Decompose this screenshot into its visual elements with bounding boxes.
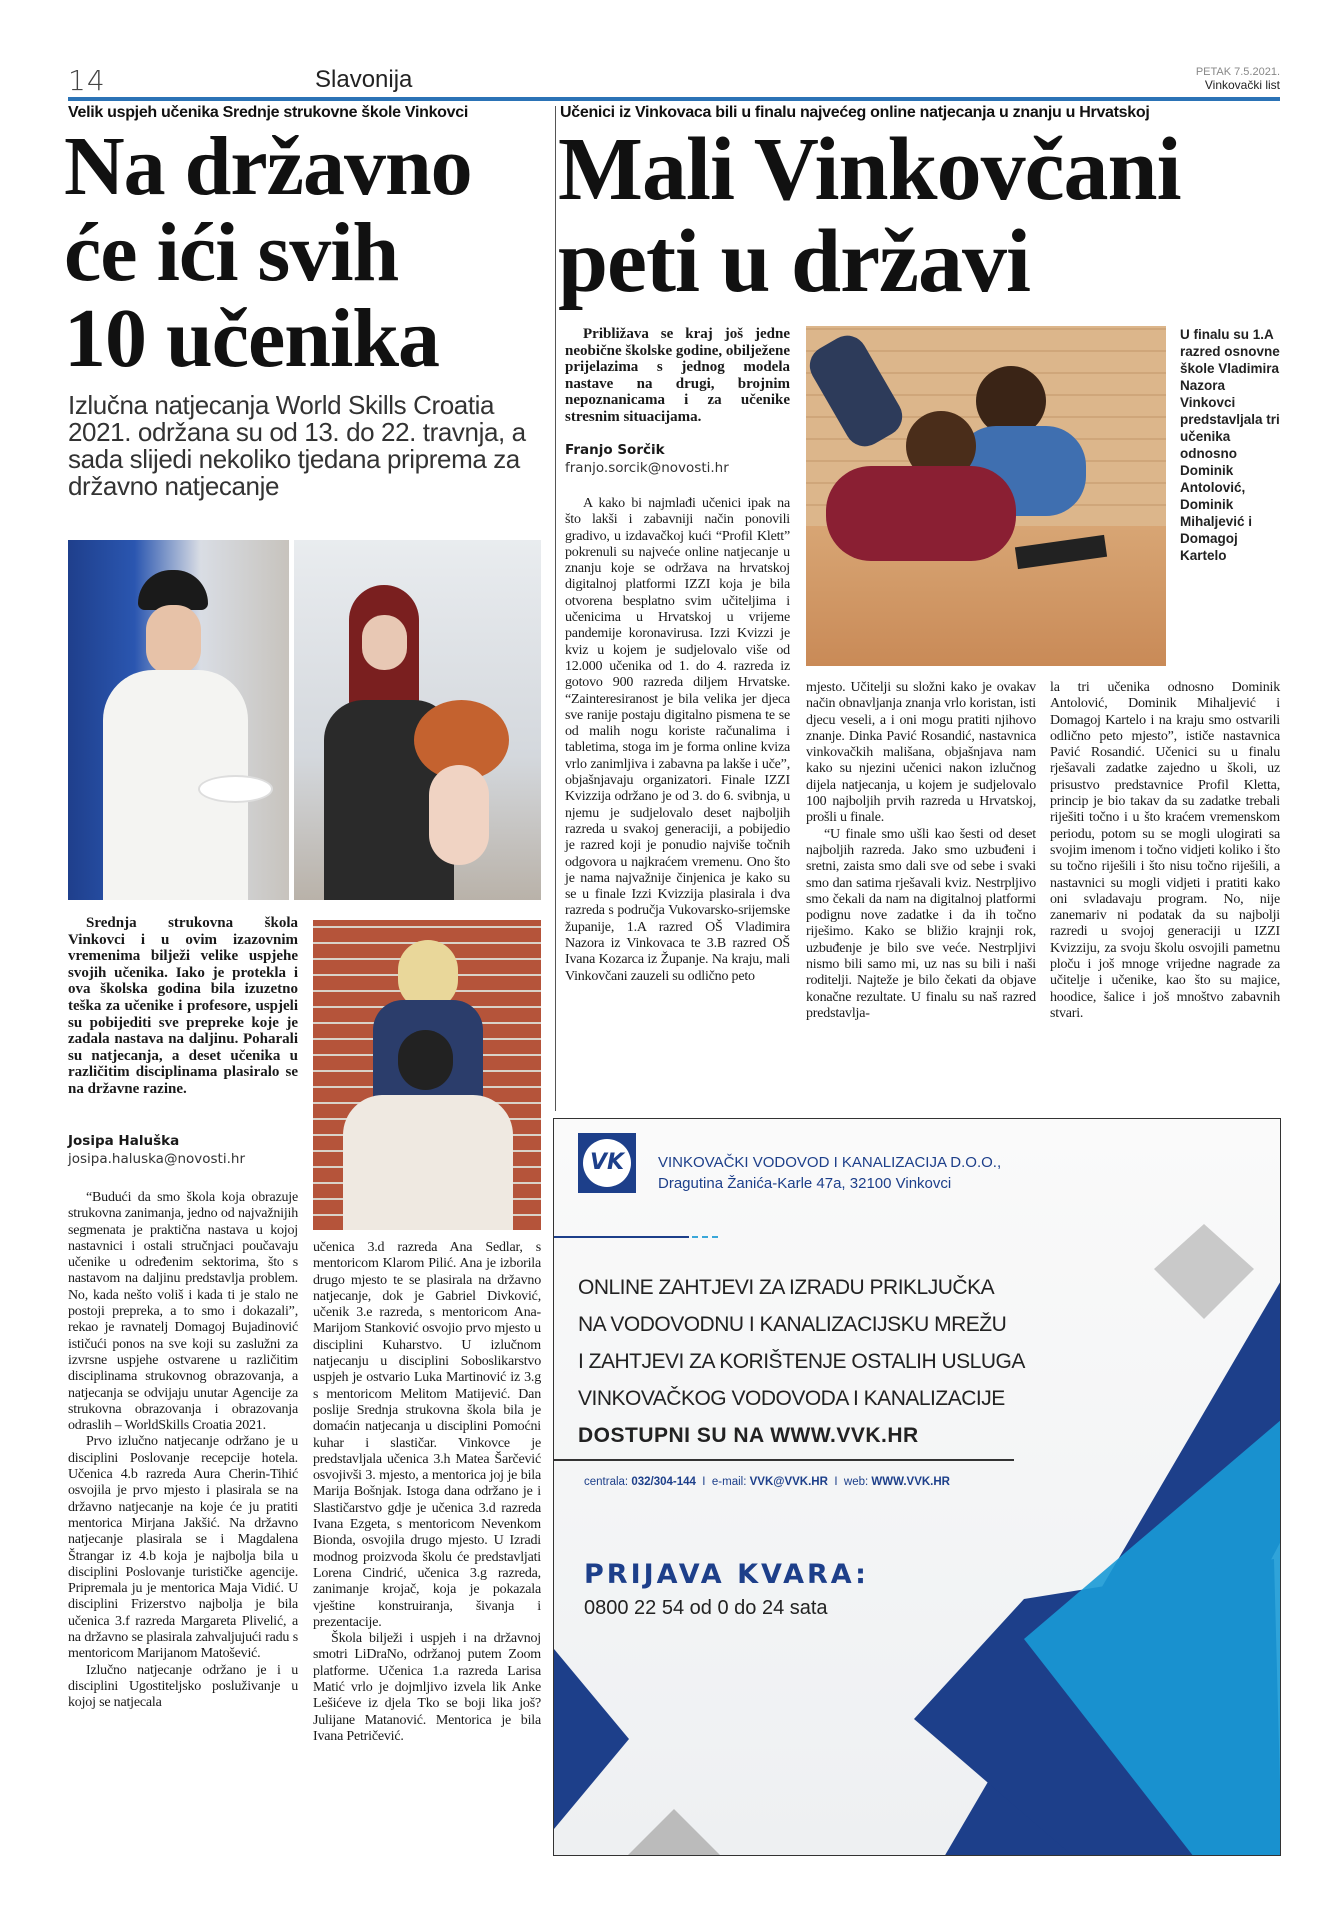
web-link[interactable]: WWW.VVK.HR: [871, 1476, 950, 1488]
article2-headline: [558, 120, 1288, 311]
web-label: web:: [843, 1476, 869, 1488]
article2-kicker: Učenici iz Vinkovaca bili u finalu najvećeg online natjecanja u znanju u Hrvatskoj: [560, 104, 1150, 121]
photo-chef: [68, 540, 289, 900]
photo-hairdresser: [294, 540, 541, 900]
article1-kicker: Velik uspjeh učenika Srednje strukovne škole Vinkovci: [68, 104, 468, 121]
article1-lead: Srednja strukovna škola Vinkovci i u ovim izazovnim vremenima bilježi velike uspjehe svojih učenika. Iako je protekla i ova školska godina bila izuzetno teška za učenike i profesore, uspjeli su pobijediti sve prepreke koje je zadala nastava na daljinu. Poharali su natjecanja, a deset učenika u različitim disciplinama plasiralo se na državne razine.: [68, 915, 298, 1097]
photo-kids-tablet: [806, 326, 1166, 666]
paper-name: Vinkovački list: [1204, 78, 1280, 92]
headline-line: Na državno: [64, 120, 472, 213]
article2-lead: Približava se kraj još jedne neobične školske godine, obilježene prijelazima s jednog modela nastave na drugi, brojnim nepoznanicama i za učenike stresnim situacijama.: [565, 326, 791, 425]
page-number: 14: [68, 64, 106, 97]
logo-text: VK: [583, 1139, 631, 1187]
ad-rule: [554, 1459, 1014, 1461]
ad-company: VINKOVAČKI VODOVOD I KANALIZACIJA D.O.O.,: [658, 1154, 1002, 1171]
ad-line: ONLINE ZAHTJEVI ZA IZRADU PRIKLJUČKA: [578, 1276, 995, 1299]
article1-byline: [68, 1133, 298, 1167]
author-name: Franjo Sorčik: [565, 442, 665, 458]
separator: I: [834, 1476, 838, 1488]
author-email[interactable]: josipa.haluska@novosti.hr: [68, 1151, 245, 1167]
headline-line: peti u državi: [558, 212, 1030, 311]
paragraph: Škola bilježi i uspjeh i na državnoj smotri LiDraNo, održanoj putem Zoom platforme. Učenica 1.a razreda Larisa Matić vrlo je dojmljivo izvela lik Anke Lešićeve iz djela Tko se boji lika još? Julijane Matanović. Mentorica je bila Ivana Petričević.: [313, 1631, 541, 1744]
article2-byline: [565, 442, 790, 476]
ad-divider: [554, 1236, 689, 1238]
separator: I: [702, 1476, 706, 1488]
headline-line: Mali Vinkovčani: [558, 120, 1181, 219]
ad-divider-dashes: [692, 1236, 718, 1238]
article1-headline: [64, 120, 554, 385]
article1-column-2: [313, 1240, 541, 1745]
paragraph: “U finale smo ušli kao šesti od deset najboljih razreda. Jako smo uzbuđeni i sretni, zaista smo dali sve od sebe i svaki smo dan satima rješavali kviz. Nestrpljivo smo čekali da nam na digitalnoj platformi podignu nove zadatke i da ih točno riješimo. Kako se bližio krajnji rok, uzbuđenje je bilo sve veće. Nestrpljivi nismo bili samo mi, uz nas su bili i naši roditelji. Najteže je bilo čekati da objave konačne rezultate. U finalu su naš razred predstavlja-: [806, 826, 1036, 1021]
headline-line: će ići svih: [64, 206, 399, 299]
ad-fault-phone[interactable]: 0800 22 54 od 0 do 24 sata: [584, 1597, 828, 1619]
issue-info: [1196, 66, 1280, 93]
ad-service-text: [578, 1269, 1025, 1454]
photo-students: [313, 920, 541, 1230]
ad-highlight[interactable]: DOSTUPNI SU NA WWW.VVK.HR: [578, 1424, 919, 1447]
ad-contact: [584, 1476, 950, 1488]
headline-line: 10 učenika: [64, 292, 440, 385]
ad-line: NA VODOVODNU I KANALIZACIJSKU MREŽU: [578, 1313, 1007, 1336]
paragraph: mjesto. Učitelji su složni kako je ovakav način obnavljanja znanja vrlo koristan, isti djecu veseli, a i oni mogu pratiti njihovo znanje. Dinka Pavić Rosandić, nastavnica vinkovačkih mališana, objašnjava nam kako su njezini učenici nakon izlučnog dijela natjecanja, u kojem je sudjelovalo 100 najboljih prvih razreda u Hrvatskoj, prošli u finale.: [806, 680, 1036, 826]
article2-column-1: [565, 496, 790, 985]
author-email[interactable]: franjo.sorcik@novosti.hr: [565, 460, 729, 476]
ad-line: VINKOVAČKOG VODOVODA I KANALIZACIJE: [578, 1387, 1005, 1410]
paragraph: Prvo izlučno natjecanje održano je u disciplini Poslovanje recepcije hotela. Učenica 4.b razreda Aura Cherin-Tihić osvojila je prvo mjesto i plasirala se na državno natjecanje na koje će ju pratiti mentorica Mirjana Jakšić. Na državno natjecanje plasirala se i Magdalena Štrangar iz 4.b koja je najbolja bila u disciplini Poslovanje turističke agencije. Pripremala ju je mentorica Maja Vidić. U disciplini Frizerstvo najbolja je bila učenica 3.f razreda Margareta Plivelić, a na državno se plasirala zahvaljujući radu s mentoricom Marijanom Matošević.: [68, 1434, 298, 1662]
ad-address: Dragutina Žanića-Karle 47a, 32100 Vinkovci: [658, 1175, 952, 1192]
paragraph: la tri učenika odnosno Dominik Antolović, Dominik Mihaljević i Domagoj Kartelo i na kraju smo ostvarili odlično peto mjesto”, ističe nastavnica Pavić Rosandić. Učenici su u finalu rješavali zadatke zajedno u školi, uz prisustvo predstavnice Profil Kletta, princip je bio takav da su zadatke trebali riješiti točno i u što kraćem vremenskom periodu, potom su se mogli ulogirati sa svojim imenom i točno vidjeti koliko i što su točno riješili i što nisu točno riješili, a nastavnici su mogli vidjeti i pratiti kako oni svladavaju program. No, nije zanemariv ni podatak da su najbolji razredi u svojoj generaciji u IZZI Kvizziju, za svoju školu osvojili pametnu ploču i još mnoge vrijedne nagrade za učitelje i učenike, kao što su majice, hoodice, šalice i još mnoštvo zabavnih stvari.: [1050, 680, 1280, 1021]
paragraph: A kako bi najmlađi učenici ipak na što lakši i zabavniji način ponovili gradivo, u izdavačkoj kući “Profil Klett” pokrenuli su najveće online natjecanje u znanju koje se održava na hrvatskoj digitalnoj platformi IZZI koja je bila otvorena besplatno svim učiteljima i učenicima u Hrvatskoj u vrijeme pandemije koronavirusa. Izzi Kvizzi je kviz u kojem je sudjelovalo više od 12.000 učenika od 1. do 4. razreda iz gotovo 900 razreda diljem Hrvatske. “Zainteresiranost je bila velika jer djeca sve ranije postaju digitalno pismena te se od malih nogu koriste računalima i tabletima, stoga im je forma online kviza vrlo zanimljiva i zabavna pa lakše i uče”, objašnjavaju organizatori. Finale IZZI Kvizzija održano je od 3. do 6. svibnja, u njemu je sudjelovalo deset najboljih razreda u svakoj generaciji, a pobijedio je razred koji je ponudio najviše točnih odgovora u najkraćem vremenu. Ono što je nama najvažnije činjenica je kako su se u finale Izzi Kvizzija plasirala i dva razreda s područja Vukovarsko-srijemske županije, 1.A razred OŠ Vladimira Nazora iz Vinkovaca te 3.B razred OŠ Ivana Kozarca iz Županje. Na kraju, mali Vinkovčani zauzeli su odlično peto: [565, 496, 790, 984]
vvk-logo: [578, 1133, 636, 1193]
paragraph: “Budući da smo škola koja obrazuje strukovna zanimanja, jedno od najvažnijih segmenata je praktična nastava u kojoj nastavnici i ostali stručnjaci poučavaju učenike u određenim sektorima, što s nastavom na daljinu predstavlja problem. No, kada nešto voliš i kada ti je stalo ne postoji prepreka, a to smo i dokazali”, rekao je ravnatelj Domagoj Bujadinović ističući ponos na sve koji su zaslužni za izvrsne uspjehe ostvarene u različitim disciplinama strukovnog obrazovanja, a natjecanja se odvijaju unutar Agencije za strukovna obrazovanja i obrazovanja odraslih – WorldSkills Croatia 2021.: [68, 1190, 298, 1434]
phone-number[interactable]: 032/304-144: [631, 1476, 696, 1488]
article1-column-1: [68, 1190, 298, 1712]
paragraph: Izlučno natjecanje održano je i u disciplini Ugostiteljsko posluživanje u kojoj se natjecala: [68, 1662, 298, 1711]
phone-label: centrala:: [584, 1476, 629, 1488]
email-link[interactable]: VVK@VVK.HR: [749, 1476, 828, 1488]
paragraph: učenica 3.d razreda Ana Sedlar, s mentoricom Klarom Pilić. Ana je izborila drugo mjesto te se plasirala na državno natjecanje, dok je Gabriel Divković, učenik 3.e razreda, s mentoricom Ana-Marijom Stanković osvojio prvo mjesto u disciplini Kuharstvo. U izlučnom natjecanju u disciplini Soboslikarstvo uspjeh je ostvario Luka Martinović iz 3.g s mentoricom Melitom Matijević. Dan poslije Srednja strukovna škola bila je domaćin natjecanja u disciplini Pomoćni kuhar i slastičar. Vinkovce je predstavljala učenica 3.h Matea Šarčević osvojivši 3. mjesto, a mentorica joj je bila Marija Bošnjak. Istoga dana održano je i Slastičarstvo gdje je učenica 3.d razreda Ivana Ezgeta, s mentoricom Nevenkom Bionda, osvojila drugo mjesto. U Izradi modnog proizvoda školu će predstavljati Lorena Cindrić, učenica 3.g razreda, zanimanje krojač, koja je pokazala vještine konstruiranja, šivanja i prezentacije.: [313, 1240, 541, 1630]
advertisement-vvk[interactable]: [553, 1118, 1281, 1856]
photo-caption: U finalu su 1.A razred osnovne škole Vladimira Nazora Vinkovci predstavljala tri učenika odnosno Dominik Antolović, Dominik Mihaljević i Domagoj Kartelo: [1180, 327, 1280, 563]
ad-line: I ZAHTJEVI ZA KORIŠTENJE OSTALIH USLUGA: [578, 1350, 1025, 1373]
header-rule: [68, 97, 1280, 101]
issue-date: PETAK 7.5.2021.: [1195, 66, 1280, 78]
email-label: e-mail:: [711, 1476, 747, 1488]
author-name: Josipa Haluška: [68, 1133, 180, 1149]
column-divider: [555, 106, 556, 1111]
article2-column-3: [1050, 680, 1280, 1022]
article1-subhead: Izlučna natjecanja World Skills Croatia 2021. održana su od 13. do 22. travnja, a sada slijedi nekoliko tjedana priprema za državno natjecanje: [68, 390, 526, 501]
ad-fault-title: PRIJAVA KVARA:: [584, 1559, 869, 1590]
article2-column-2: [806, 680, 1036, 1022]
section-title: Slavonija: [315, 66, 413, 93]
